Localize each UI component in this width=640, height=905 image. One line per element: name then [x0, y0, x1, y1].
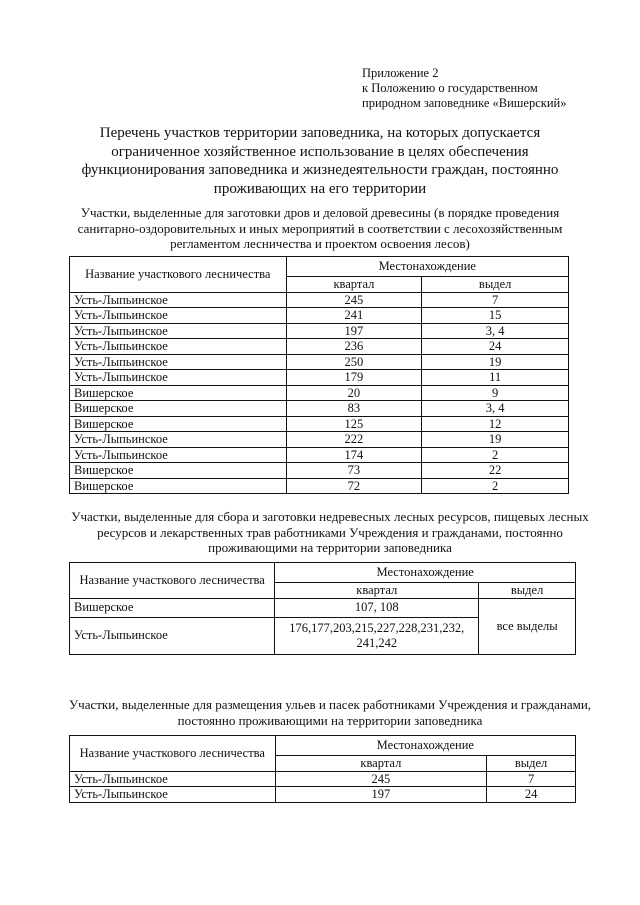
title-line: проживающих на его территории	[213, 180, 427, 197]
cell-quarter: 125	[286, 416, 422, 432]
quarter-line: 241,242	[356, 635, 398, 650]
cell-section: 15	[422, 308, 569, 324]
cell-quarter: 222	[286, 432, 422, 448]
cell-name: Усть-Лыпьинское	[70, 787, 276, 803]
cell-section: 24	[422, 339, 569, 355]
cell-name: Усть-Лыпьинское	[70, 771, 276, 787]
cell-quarter: 73	[286, 463, 422, 479]
cell-quarter: 236	[286, 339, 422, 355]
cell-name: Вишерское	[70, 401, 287, 417]
cell-name: Усть-Лыпьинское	[70, 617, 275, 654]
table-row	[70, 478, 569, 494]
cell-name: Усть-Лыпьинское	[70, 323, 287, 339]
cell-name: Усть-Лыпьинское	[70, 308, 287, 324]
table-row	[70, 432, 569, 448]
section-title-line: Участки, выделенные для сбора и заготовки недревесных лесных ресурсов, пищевых лесных	[71, 509, 589, 524]
cell-name: Вишерское	[70, 478, 287, 494]
title-line: ограниченное хозяйственное использование в целях обеспечения	[111, 143, 529, 160]
cell-quarter: 241	[286, 308, 422, 324]
title-line: функционирования заповедника и жизнедеятельности граждан, постоянно	[81, 162, 559, 178]
table-row	[70, 354, 569, 370]
cell-section: 24	[487, 787, 576, 803]
table-row	[70, 292, 569, 308]
cell-name: Усть-Лыпьинское	[70, 354, 287, 370]
cell-name: Вишерское	[70, 416, 287, 432]
cell-section: 7	[422, 292, 569, 308]
cell-quarter: 245	[286, 292, 422, 308]
cell-section: 2	[422, 447, 569, 463]
cell-section: 9	[422, 385, 569, 401]
cell-name: Вишерское	[70, 463, 287, 479]
table-row	[70, 401, 569, 417]
cell-section: 12	[422, 416, 569, 432]
table-row	[70, 598, 576, 617]
quarter-line: 176,177,203,215,227,228,231,232,	[289, 621, 465, 635]
header-quarter: квартал	[275, 756, 487, 772]
cell-section: 2	[422, 478, 569, 494]
cell-section: 19	[422, 354, 569, 370]
cell-section: 3, 4	[422, 401, 569, 417]
table-row	[70, 416, 569, 432]
header-quarter: квартал	[286, 277, 422, 293]
section-title-line: проживающими на территории заповедника	[208, 540, 452, 555]
cell-section: 7	[487, 771, 576, 787]
table-row	[70, 447, 569, 463]
section-title-line: Участки, выделенные для заготовки дров и деловой древесины (в порядке проведения	[80, 205, 560, 220]
cell-quarter	[275, 617, 479, 654]
header-section: выдел	[487, 756, 576, 772]
section-title-line: регламентом лесничества и проектом освоения лесов)	[170, 236, 470, 251]
cell-name: Усть-Лыпьинское	[70, 447, 287, 463]
cell-name: Вишерское	[70, 385, 287, 401]
section-title-line: постоянно проживающими на территории заповедника	[177, 712, 483, 728]
title-line: Перечень участков территории заповедника, на которых допускается	[99, 125, 541, 141]
table-firewood	[69, 256, 569, 494]
cell-quarter: 107, 108	[275, 598, 479, 617]
cell-section: 11	[422, 370, 569, 386]
section3-title	[60, 697, 600, 728]
cell-name: Усть-Лыпьинское	[70, 432, 287, 448]
cell-section: 22	[422, 463, 569, 479]
section-title-line: санитарно-оздоровительных и иных мероприятий в соответствии с лесохозяйственным	[77, 220, 563, 236]
appendix-header	[362, 66, 622, 111]
cell-quarter: 245	[275, 771, 487, 787]
cell-quarter: 197	[286, 323, 422, 339]
appendix-line: к Положению о государственном	[362, 81, 538, 95]
cell-quarter: 174	[286, 447, 422, 463]
header-quarter: квартал	[275, 583, 479, 599]
cell-name: Вишерское	[70, 598, 275, 617]
header-name: Название участкового лесничества	[70, 563, 275, 599]
cell-quarter: 250	[286, 354, 422, 370]
cell-name: Усть-Лыпьинское	[70, 370, 287, 386]
cell-name: Усть-Лыпьинское	[70, 292, 287, 308]
table-apiaries	[69, 735, 576, 803]
table-row	[70, 385, 569, 401]
section-title-line: ресурсов и лекарственных трав работниками Учреждения и гражданами, постоянно	[97, 524, 563, 540]
header-name: Название участкового лесничества	[70, 257, 287, 293]
table-forest-resources	[69, 562, 576, 655]
cell-section: все выделы	[479, 598, 576, 654]
table-row	[70, 308, 569, 324]
page-title	[60, 124, 580, 198]
appendix-line: природном заповеднике «Вишерский»	[362, 96, 567, 110]
table-row	[70, 370, 569, 386]
cell-quarter: 197	[275, 787, 487, 803]
section1-title	[60, 205, 580, 252]
table-row	[70, 787, 576, 803]
cell-section: 3, 4	[422, 323, 569, 339]
table-row	[70, 339, 569, 355]
cell-quarter: 20	[286, 385, 422, 401]
header-location: Местонахождение	[275, 736, 575, 756]
header-name: Название участкового лесничества	[70, 736, 276, 772]
cell-quarter: 83	[286, 401, 422, 417]
header-section: выдел	[422, 277, 569, 293]
appendix-line: Приложение 2	[362, 66, 439, 80]
cell-quarter: 72	[286, 478, 422, 494]
section-title-line: Участки, выделенные для размещения ульев и пасек работниками Учреждения и гражданами,	[68, 697, 592, 712]
section2-title	[60, 509, 600, 556]
table-row	[70, 771, 576, 787]
header-location: Местонахождение	[275, 563, 576, 583]
cell-quarter: 179	[286, 370, 422, 386]
header-location: Местонахождение	[286, 257, 568, 277]
table-row	[70, 463, 569, 479]
cell-section: 19	[422, 432, 569, 448]
table-row	[70, 323, 569, 339]
header-section: выдел	[479, 583, 576, 599]
cell-name: Усть-Лыпьинское	[70, 339, 287, 355]
